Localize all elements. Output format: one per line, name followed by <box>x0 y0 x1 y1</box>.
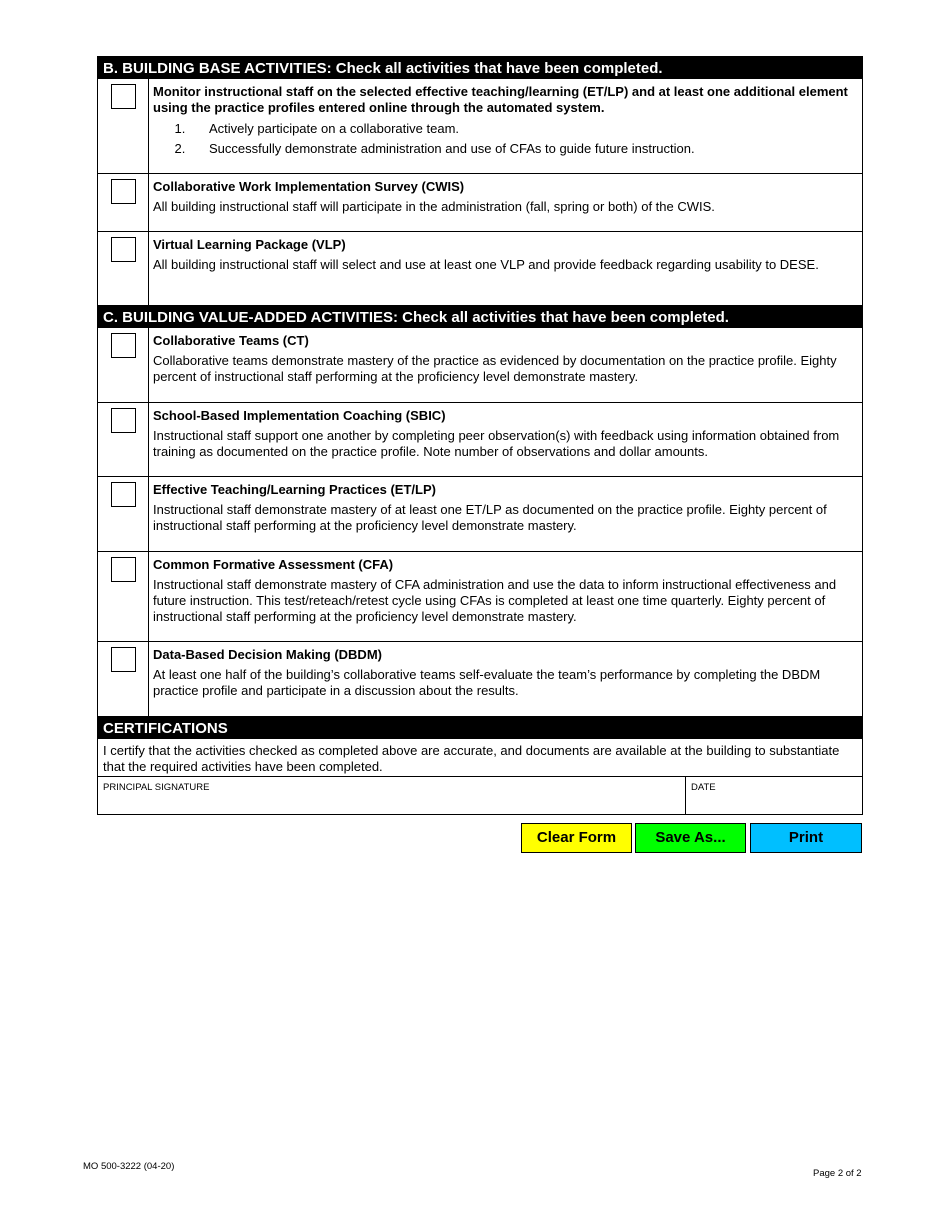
date-label: DATE <box>691 782 716 793</box>
section-c-header: C. BUILDING VALUE-ADDED ACTIVITIES: Check all activities that have been completed. <box>98 306 862 328</box>
activity-list <box>153 121 854 157</box>
form-number: MO 500-3222 (04-20) <box>83 1161 175 1172</box>
activity-title: Virtual Learning Package (VLP) <box>153 237 346 252</box>
activity-description: All building instructional staff will select and use at least one VLP and provide feedback regarding usability to DESE. <box>153 257 819 272</box>
principal-signature-label: PRINCIPAL SIGNATURE <box>103 782 210 793</box>
activity-row <box>98 477 862 552</box>
activity-row <box>98 642 862 717</box>
activity-title: Common Formative Assessment (CFA) <box>153 557 394 572</box>
certifications-header: CERTIFICATIONS <box>98 717 862 739</box>
list-item: 1. Actively participate on a collaborative team. <box>189 121 854 137</box>
dbdm-checkbox[interactable] <box>111 647 136 672</box>
page-number: Page 2 of 2 <box>813 1168 862 1179</box>
activity-description: Instructional staff support one another by completing peer observation(s) with feedback using information obtained from training as documented on the practice profile. Note number of observations and dollar amounts. <box>153 428 840 459</box>
cwis-checkbox[interactable] <box>111 179 136 204</box>
print-button[interactable]: Print <box>750 823 862 853</box>
clear-form-button[interactable]: Clear Form <box>521 823 632 853</box>
activity-row <box>98 79 862 174</box>
activity-row <box>98 174 862 232</box>
section-b-header: B. BUILDING BASE ACTIVITIES: Check all activities that have been completed. <box>98 57 862 79</box>
activity-description: Instructional staff demonstrate mastery of CFA administration and use the data to inform instructional effectiveness and future instruction. This test/reteach/retest cycle using CFAs is completed at least one time quarterly. Eighty percent of instructional staff performing at the proficiency level demonstrate mastery. <box>153 577 837 624</box>
activity-title: Collaborative Work Implementation Survey (CWIS) <box>153 179 465 194</box>
activity-title: Effective Teaching/Learning Practices (ET/LP) <box>153 482 436 497</box>
activity-title: Collaborative Teams (CT) <box>153 333 309 348</box>
ct-checkbox[interactable] <box>111 333 136 358</box>
monitor-staff-checkbox[interactable] <box>111 84 136 109</box>
certification-statement: I certify that the activities checked as completed above are accurate, and documents are available at the building to substantiate that the required activities have been completed. <box>98 739 862 777</box>
activity-description: All building instructional staff will participate in the administration (fall, spring or both) of the CWIS. <box>153 199 715 214</box>
activities-form <box>97 56 863 815</box>
activity-row <box>98 328 862 403</box>
principal-signature-field[interactable] <box>98 777 686 814</box>
activity-description: At least one half of the building’s collaborative teams self-evaluate the team’s performance by completing the DBDM practice profile and participate in a discussion about the results. <box>153 667 821 698</box>
activity-row <box>98 552 862 642</box>
save-as-button[interactable]: Save As... <box>635 823 746 853</box>
activity-title: Monitor instructional staff on the selected effective teaching/learning (ET/LP) and at least one additional element using the practice profiles entered online through the automated system. <box>153 84 848 115</box>
list-item: 2. Successfully demonstrate administration and use of CFAs to guide future instruction. <box>189 141 854 157</box>
activity-description: Collaborative teams demonstrate mastery of the practice as evidenced by documentation on the practice profile. Eighty percent of instructional staff performing at the proficiency level demonstrate mastery. <box>153 353 837 384</box>
cfa-checkbox[interactable] <box>111 557 136 582</box>
signature-row <box>98 777 862 815</box>
vlp-checkbox[interactable] <box>111 237 136 262</box>
activity-description: Instructional staff demonstrate mastery of at least one ET/LP as documented on the practice profile. Eighty percent of instructional staff performing at the proficiency level demonstrate mastery. <box>153 502 827 533</box>
activity-row <box>98 403 862 477</box>
date-field[interactable] <box>686 777 862 814</box>
etlp-checkbox[interactable] <box>111 482 136 507</box>
sbic-checkbox[interactable] <box>111 408 136 433</box>
activity-title: School-Based Implementation Coaching (SBIC) <box>153 408 446 423</box>
activity-row <box>98 232 862 306</box>
activity-title: Data-Based Decision Making (DBDM) <box>153 647 382 662</box>
